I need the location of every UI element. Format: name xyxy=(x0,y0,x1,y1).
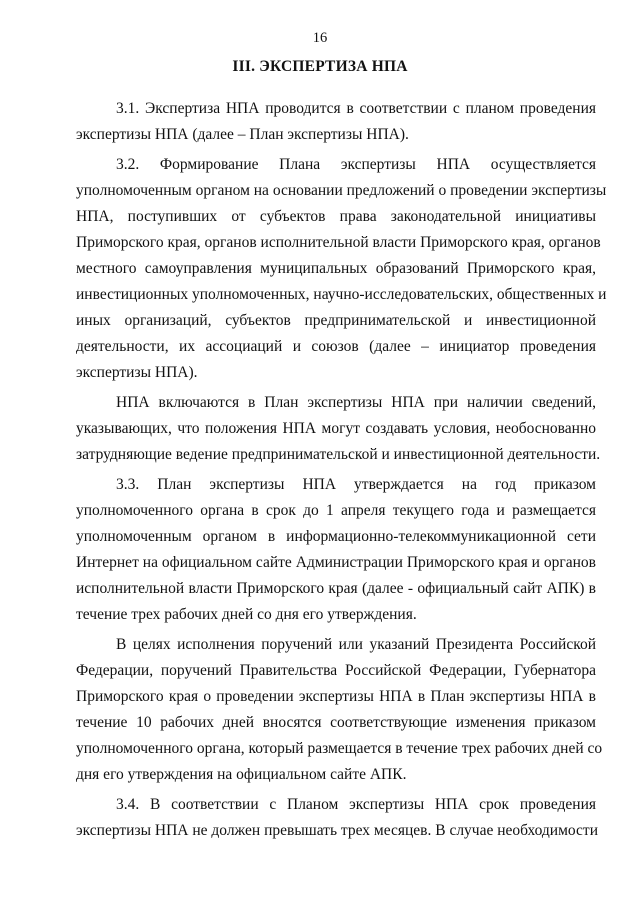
page-number: 16 xyxy=(312,30,328,46)
text-line: течение 10 рабочих дней вносятся соответствующие изменения приказом xyxy=(76,714,596,731)
text-line: инвестиционных уполномоченных, научно-исследовательских, общественных и xyxy=(76,286,607,303)
paragraph-3-4 xyxy=(76,792,596,844)
paragraph-3-3 xyxy=(76,472,596,628)
text-line: Интернет на официальном сайте Администрации Приморского края и органов xyxy=(76,554,596,571)
text-line: дня его утверждения на официальном сайте АПК. xyxy=(76,766,407,783)
text-line: В целях исполнения поручений или указаний Президента Российской xyxy=(116,636,596,653)
text-line: экспертизы НПА). xyxy=(76,364,198,381)
paragraph-3-1 xyxy=(76,96,596,148)
text-line: 3.4. В соответствии с Планом экспертизы НПА срок проведения xyxy=(116,796,596,813)
text-line: Приморского края о проведении экспертизы НПА в План экспертизы НПА в xyxy=(76,688,596,705)
text-line: уполномоченного органа, который размещается в течение трех рабочих дней со xyxy=(76,740,603,757)
text-line: уполномоченного органа в срок до 1 апреля текущего года и размещается xyxy=(76,502,596,519)
text-line: местного самоуправления муниципальных образований Приморского края, xyxy=(76,260,596,277)
text-line: 3.3. План экспертизы НПА утверждается на год приказом xyxy=(116,476,596,493)
text-line: НПА включаются в План экспертизы НПА при наличии сведений, xyxy=(116,394,596,411)
text-line: затрудняющие ведение предпринимательской и инвестиционной деятельности. xyxy=(76,446,601,463)
text-line: Федерации, поручений Правительства Российской Федерации, Губернатора xyxy=(76,662,596,679)
text-line: течение трех рабочих дней со дня его утверждения. xyxy=(76,606,417,623)
paragraph-presidential-orders xyxy=(76,632,603,788)
document-body xyxy=(76,96,607,844)
text-line: НПА, поступивших от субъектов права законодательной инициативы xyxy=(76,208,596,225)
text-line: 3.2. Формирование Плана экспертизы НПА осуществляется xyxy=(116,156,596,173)
section-title: III. ЭКСПЕРТИЗА НПА xyxy=(232,58,408,75)
text-line: указывающих, что положения НПА могут создавать условия, необоснованно xyxy=(76,420,596,437)
text-line: уполномоченным органом на основании предложений о проведении экспертизы xyxy=(76,182,607,199)
text-line: Приморского края, органов исполнительной власти Приморского края, органов xyxy=(76,234,601,251)
text-line: иных организаций, субъектов предпринимательской и инвестиционной xyxy=(76,312,596,329)
text-line: исполнительной власти Приморского края (далее - официальный сайт АПК) в xyxy=(76,580,596,597)
text-line: уполномоченным органом в информационно-телекоммуникационной сети xyxy=(76,528,596,545)
text-line: 3.1. Экспертиза НПА проводится в соответствии с планом проведения xyxy=(116,100,596,117)
text-line: деятельности, их ассоциаций и союзов (далее – инициатор проведения xyxy=(76,338,596,355)
text-line: экспертизы НПА не должен превышать трех месяцев. В случае необходимости xyxy=(76,822,598,839)
paragraph-3-2 xyxy=(76,152,607,386)
paragraph-npa-inclusion xyxy=(76,390,601,468)
text-line: экспертизы НПА (далее – План экспертизы НПА). xyxy=(76,126,409,143)
